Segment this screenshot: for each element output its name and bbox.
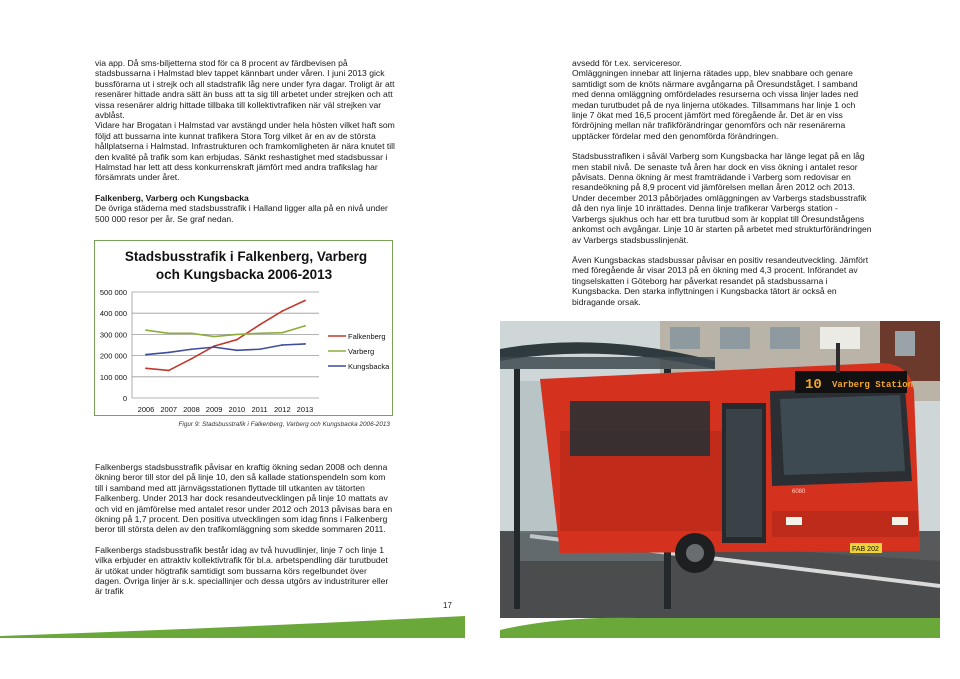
- bus-photo: [500, 321, 940, 618]
- section-heading: Falkenberg, Varberg och Kungsbacka: [95, 192, 249, 203]
- bus-plate: FAB 202: [852, 546, 879, 553]
- chart-point-kungsbacka: [236, 349, 238, 351]
- chart-point-falkenberg: [281, 310, 283, 312]
- page-number: 17: [443, 601, 452, 610]
- chart-point-falkenberg: [145, 367, 147, 369]
- bus-destination: Varberg Station: [832, 380, 914, 390]
- chart-point-varberg: [259, 332, 261, 334]
- chart-point-varberg: [168, 332, 170, 334]
- chart-x-tick-label: 2009: [205, 405, 223, 414]
- chart-point-varberg: [281, 332, 283, 334]
- chart-point-varberg: [191, 332, 193, 334]
- chart-legend: [328, 332, 390, 371]
- line-chart: [94, 240, 392, 416]
- legend-label-kungsbacka: Kungsbacka: [348, 362, 390, 371]
- chart-x-tick-label: 2012: [273, 405, 291, 414]
- chart-point-varberg: [145, 329, 147, 331]
- chart-point-varberg: [304, 325, 306, 327]
- chart-title-line-1: Stadsbusstrafik i Falkenberg, Varberg: [124, 249, 368, 264]
- legend-label-varberg: Varberg: [348, 347, 375, 356]
- chart-point-falkenberg: [236, 339, 238, 341]
- left-column-top: [95, 58, 395, 224]
- chart-point-kungsbacka: [168, 352, 170, 354]
- chart-x-tick-label: 2013: [296, 405, 314, 414]
- right-column: [572, 58, 872, 307]
- chart-y-tick-label: 0: [122, 394, 127, 403]
- bus-route-number: 10: [805, 377, 822, 393]
- chart-x-ticks: [138, 405, 314, 414]
- figure-caption: Figur 9: Stadsbusstrafik i Falkenberg, Varberg och Kungsbacka 2006-2013: [178, 421, 390, 428]
- chart-point-kungsbacka: [191, 348, 193, 350]
- left-column-bottom: [95, 462, 395, 597]
- bus-fleet-number: 6080: [792, 489, 806, 495]
- chart-point-kungsbacka: [145, 354, 147, 356]
- footer-green-bar-left: [0, 614, 465, 638]
- chart-y-tick-label: 100 000: [99, 372, 127, 382]
- chart-series-line-varberg: [146, 326, 305, 337]
- chart-y-tick-label: 200 000: [99, 351, 127, 361]
- paragraph-reorganisation: Omläggningen innebar att linjerna rätades upp, blev snabbare och genare samtidigt som de knöts närmare avgångarna på Öresundståget. I samband med denna omläggning omfördelades resurserna och vissa linjer lades ned medan turutbudet på de nya linjerna utökades. Tillsammans har linje 1 och linje 7 ökat med 16,5 procent jämfört med föregående år. Det är en viss fördröjning mellan när trafikförändringar genomförs och när resenärerna upptäcker fördelar med den genomförda förändringen.: [572, 68, 859, 141]
- chart-x-tick-label: 2011: [251, 405, 268, 414]
- chart-y-tick-label: 400 000: [99, 309, 127, 319]
- chart-point-falkenberg: [259, 324, 261, 326]
- footer-green-bar-right: [500, 614, 940, 638]
- chart-point-kungsbacka: [281, 344, 283, 346]
- paragraph-falkenberg-growth: Falkenbergs stadsbusstrafik påvisar en kraftig ökning sedan 2008 och denna ökning beror till stor del på linje 10, den så kallade stationspendeln som kom till i samband med att järnvägsstationen flyttade till utkanten av tätorten Falkenberg. Under 2013 har dock resandeutvecklingen på linje 10 mattats av och vid en jämförelse med antalet resor under 2012 och 2013 påvisas bara en ökning på 1,7 procent. Den positiva utvecklingen som idag finns i Falkenberg beror till största delen av den trafikomläggning som skedde sommaren 2011.: [95, 462, 393, 535]
- chart-point-kungsbacka: [213, 346, 215, 348]
- paragraph-brogatan: Vidare har Brogatan i Halmstad var avstängd under hela hösten vilket haft som följd att bussarna inte kunnat trafikera Stora Torg vilket är en av de största hållplatserna i Halmstad. Infrastrukturen och framkomligheten är nära knutet till den kvalité på trafik som kan erbjudas. Sänkt reshastighet med stadsbussar i Halmstad har lett att dess konkurrenskraft jämfört med andra trafikslag har försämrats under året.: [95, 120, 395, 183]
- paragraph-service: avsedd för t.ex. serviceresor.: [572, 58, 682, 68]
- chart-point-falkenberg: [304, 300, 306, 302]
- chart-x-tick-label: 2010: [228, 405, 246, 414]
- chart-x-tick-label: 2006: [137, 405, 155, 414]
- chart-y-tick-label: 300 000: [99, 330, 127, 340]
- chart-title-line-2: och Kungsbacka 2006-2013: [155, 267, 333, 282]
- paragraph-kungsbacka: Även Kungsbackas stadsbussar påvisar en positiv resandeutveckling. Jämfört med föregående år visar 2013 på en ökning med 4,3 procent. Införandet av tingselskatten i Göteborg har påverkat resandet på stadsbussarna i Kungsbacka. Den starka inflyttningen i Kungsbacka tätort är också en bidragande orsak.: [572, 254, 869, 307]
- chart-point-varberg: [236, 334, 238, 336]
- chart-point-kungsbacka: [304, 343, 306, 345]
- paragraph-falkenberg-lines: Falkenbergs stadsbusstrafik består idag av två huvudlinjer, linje 7 och linje 1 vilka erbjuder en attraktiv kollektivtrafik för bl.a. arbetspendling där turutbudet är utökat under högtrafik samtidigt som bussarna körs regelbundet över dagen. Övriga linjer är s.k. speciallinjer och dessa utgörs av industriturer eller är trafik: [95, 544, 389, 597]
- chart-point-falkenberg: [168, 370, 170, 372]
- chart-series-line-kungsbacka: [146, 344, 305, 355]
- chart-series: [145, 300, 306, 372]
- paragraph-other-cities: De övriga städerna med stadsbusstrafik i Halland ligger alla på en nivå under 500 000 resor per år. Se graf nedan.: [95, 203, 388, 224]
- chart-point-varberg: [213, 336, 215, 338]
- chart-point-falkenberg: [191, 358, 193, 360]
- bus-illustration: [500, 321, 940, 618]
- chart-y-ticks: [100, 288, 127, 403]
- legend-label-falkenberg: Falkenberg: [348, 332, 386, 341]
- paragraph-varberg-kungsbacka: Stadsbusstrafiken i såväl Varberg som Kungsbacka har länge legat på en låg men stabil nivå. De senaste två åren har dock en viss ökning i antalet resor påvisats. Denna ökning är mest framträdande i Varberg som redovisar en resandeökning på 8,9 procent vid jämförelsen mellan åren 2012 och 2013. Under december 2013 påbörjades omläggningen av Varbergs stadsbusstrafik då den nya linje 10 inrättades. Denna linje trafikerar Varbergs station - Varbergs sjukhus och har ett bra turutbud som är kopplat till Öresundstågens ankomst och avgångar. Linje 10 är starten på arbetet med strukturförändringen av Varbergs stadsbusslinjenät.: [572, 151, 872, 245]
- chart-y-tick-label: 500 000: [99, 288, 127, 297]
- chart-point-kungsbacka: [259, 348, 261, 350]
- chart-x-tick-label: 2008: [183, 405, 200, 414]
- paragraph-halmstad-strike: via app. Då sms-biljetterna stod för ca 8 procent av färdbevisen på stadsbussarna i Halmstad blev tappet kännbart under våren. I juni 2013 gick bussförarna ut i strejk och all stadstrafik låg nere under fyra dagar. Troligt är att resenärer hittade andra sätt än buss att ta sig till arbetet under strejken och att vissa resenärer aldrig hittade tillbaka till kollektivtrafiken när väl strejken var avblåst.: [95, 58, 395, 121]
- chart-x-tick-label: 2007: [160, 405, 178, 414]
